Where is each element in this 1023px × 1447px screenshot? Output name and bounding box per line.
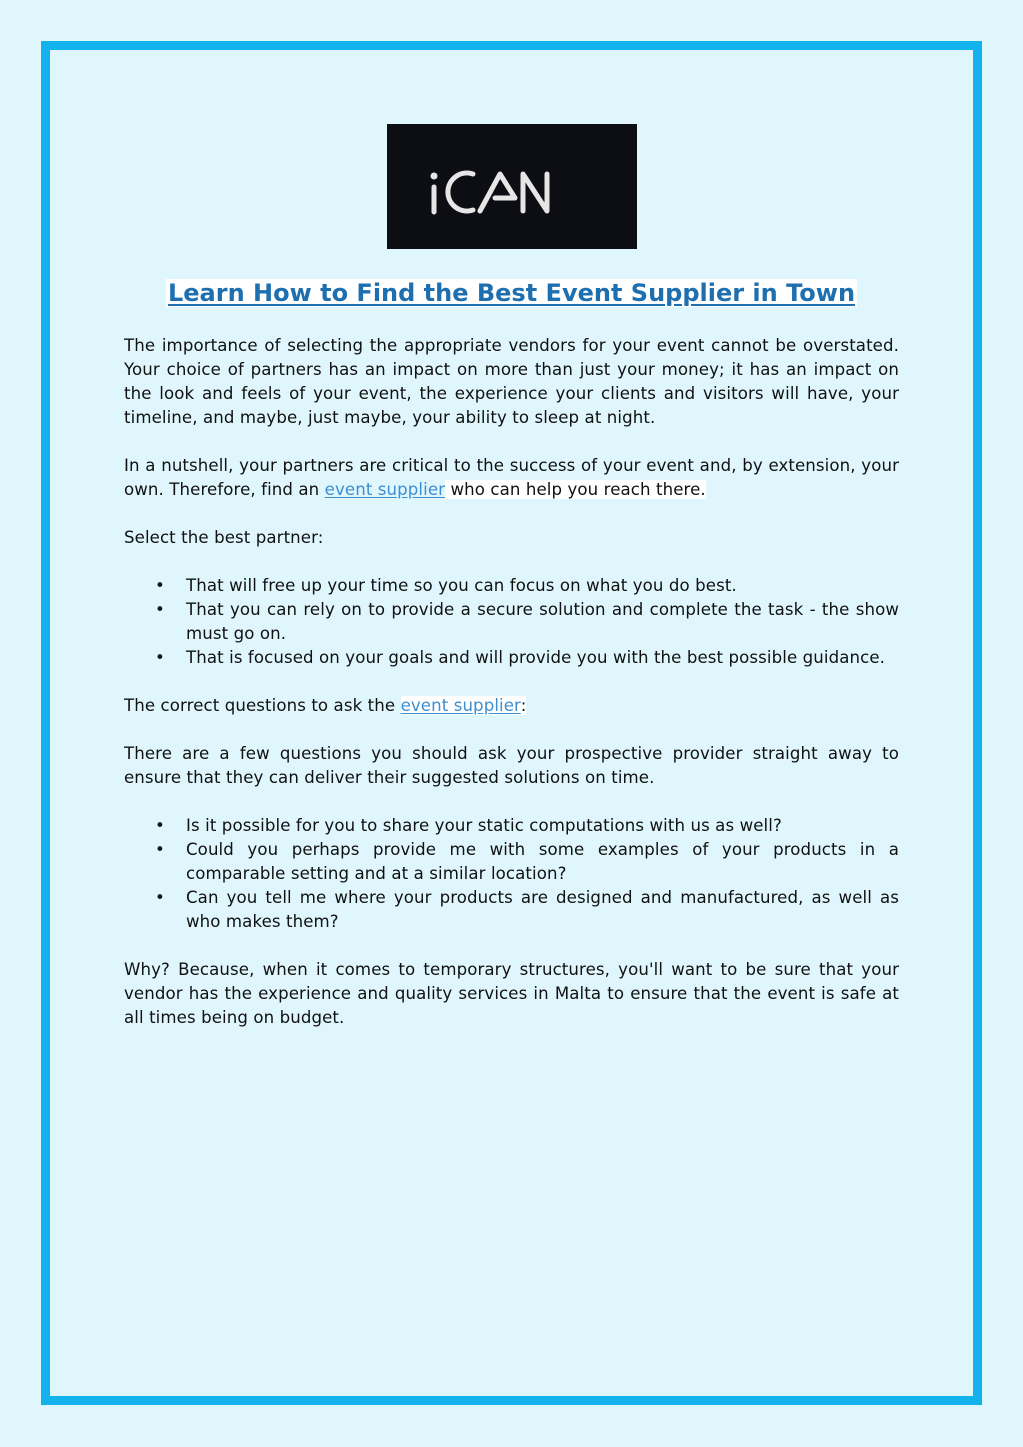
intro-paragraph: The importance of selecting the appropriate vendors for your event cannot be overstated. Your choice of partners has an impact on more than just your money; it has an impact on the look and feels of your event, the experience your clients and visitors will have, your timeline, and maybe, just maybe, your ability to sleep at night. bbox=[124, 336, 899, 427]
select-partner-heading: Select the best partner: bbox=[124, 528, 324, 547]
document-body bbox=[124, 334, 899, 1054]
closing-paragraph: Why? Because, when it comes to temporary structures, you'll want to be sure that your vendor has the experience and quality services in Malta to ensure that the event is safe at all times being on budget. bbox=[124, 960, 899, 1027]
questions-heading bbox=[124, 694, 899, 718]
event-supplier-link[interactable]: event supplier bbox=[400, 696, 521, 715]
list-item: • That you can rely on to provide a secure solution and complete the task - the show must go on. bbox=[186, 598, 899, 646]
ican-logo bbox=[387, 124, 637, 249]
nutshell-text: In a nutshell, your partners are critical to the success of your event and, by extension, your own. Therefore, find an bbox=[124, 456, 899, 499]
partner-list bbox=[124, 574, 899, 670]
questions-intro-paragraph: There are a few questions you should ask your prospective provider straight away to ensure that they can deliver their suggested solutions on time. bbox=[124, 744, 899, 787]
event-supplier-link[interactable]: event supplier bbox=[324, 480, 446, 499]
list-item: • Could you perhaps provide me with some examples of your products in a comparable setting and at a similar location? bbox=[186, 838, 899, 886]
nutshell-paragraph bbox=[124, 454, 899, 502]
page-title-text: Learn How to Find the Best Event Supplier in Town bbox=[167, 279, 856, 307]
questions-list bbox=[124, 814, 899, 934]
list-item: • Is it possible for you to share your static computations with us as well? bbox=[186, 814, 899, 838]
nutshell-text-end: who can help you reach there. bbox=[445, 480, 706, 499]
questions-heading-text: The correct questions to ask the bbox=[124, 696, 401, 715]
questions-heading-colon: : bbox=[520, 696, 527, 715]
list-item: • Can you tell me where your products are designed and manufactured, as well as who makes them? bbox=[186, 886, 899, 934]
list-item: • That is focused on your goals and will provide you with the best possible guidance. bbox=[186, 646, 899, 670]
list-item: • That will free up your time so you can focus on what you do best. bbox=[186, 574, 899, 598]
page-title bbox=[0, 276, 1023, 310]
